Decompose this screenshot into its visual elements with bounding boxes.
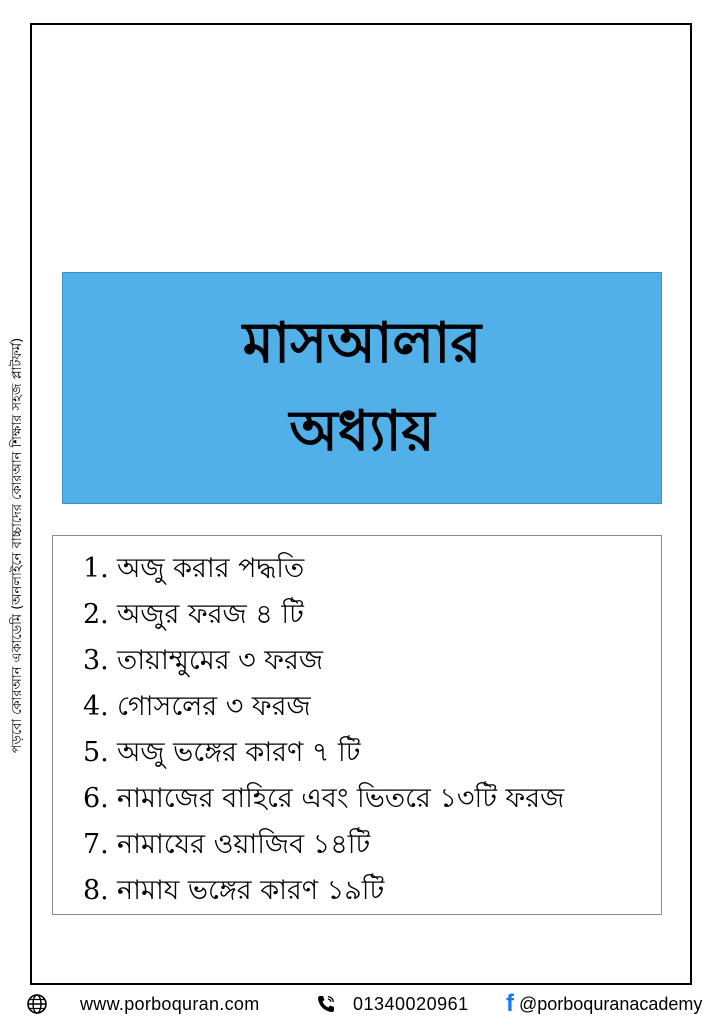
list-item-text: অজুর ফরজ ৪ টি (117, 599, 304, 630)
title-banner (62, 272, 662, 504)
list-item-number: 7. (83, 829, 109, 860)
list-item-number: 2. (83, 599, 109, 630)
list-item-text: তায়াম্মুমের ৩ ফরজ (117, 645, 324, 676)
list-item-number: 5. (83, 737, 109, 768)
facebook-handle[interactable]: @porboquranacademy (519, 993, 703, 1014)
globe-icon (26, 990, 48, 1018)
list-item-text: গোসলের ৩ ফরজ (117, 691, 311, 722)
list-item-number: 8. (83, 875, 109, 906)
title-line-1: মাসআলার (242, 311, 482, 376)
side-caption (4, 230, 34, 860)
list-item-text: নামাযের ওয়াজিব ১৪টি (117, 829, 371, 860)
phone-icon (316, 990, 336, 1018)
list-item-text: নামাজের বাহিরে এবং ভিতরে ১৩টি ফরজ (117, 783, 565, 814)
title-line-2: অধ্যায় (289, 399, 435, 464)
list-item (83, 778, 661, 824)
list-item (83, 824, 661, 870)
facebook-icon: f (506, 990, 514, 1017)
website-link[interactable]: www.porboquran.com (80, 993, 260, 1014)
side-caption-text: পড়বো কোরআন একাডেমি (অনলাইনে বাচ্চাদের কোরআন শিক্ষার সহজ প্লাটফর্ম) (10, 337, 26, 753)
list-item (83, 548, 661, 594)
topic-list (53, 536, 661, 916)
list-item-number: 6. (83, 783, 109, 814)
list-item (83, 870, 661, 916)
topic-list-box (52, 535, 662, 915)
list-item-text: অজু করার পদ্ধতি (117, 553, 305, 584)
list-item (83, 732, 661, 778)
list-item-number: 3. (83, 645, 109, 676)
phone-number[interactable]: 01340020961 (353, 993, 469, 1014)
list-item-number: 1. (83, 553, 109, 584)
list-item (83, 686, 661, 732)
list-item (83, 640, 661, 686)
contact-footer (0, 990, 724, 1018)
list-item-text: অজু ভঙ্গের কারণ ৭ টি (117, 737, 361, 768)
list-item-number: 4. (83, 691, 109, 722)
list-item (83, 594, 661, 640)
list-item-text: নামায ভঙ্গের কারণ ১৯টি (117, 875, 385, 906)
